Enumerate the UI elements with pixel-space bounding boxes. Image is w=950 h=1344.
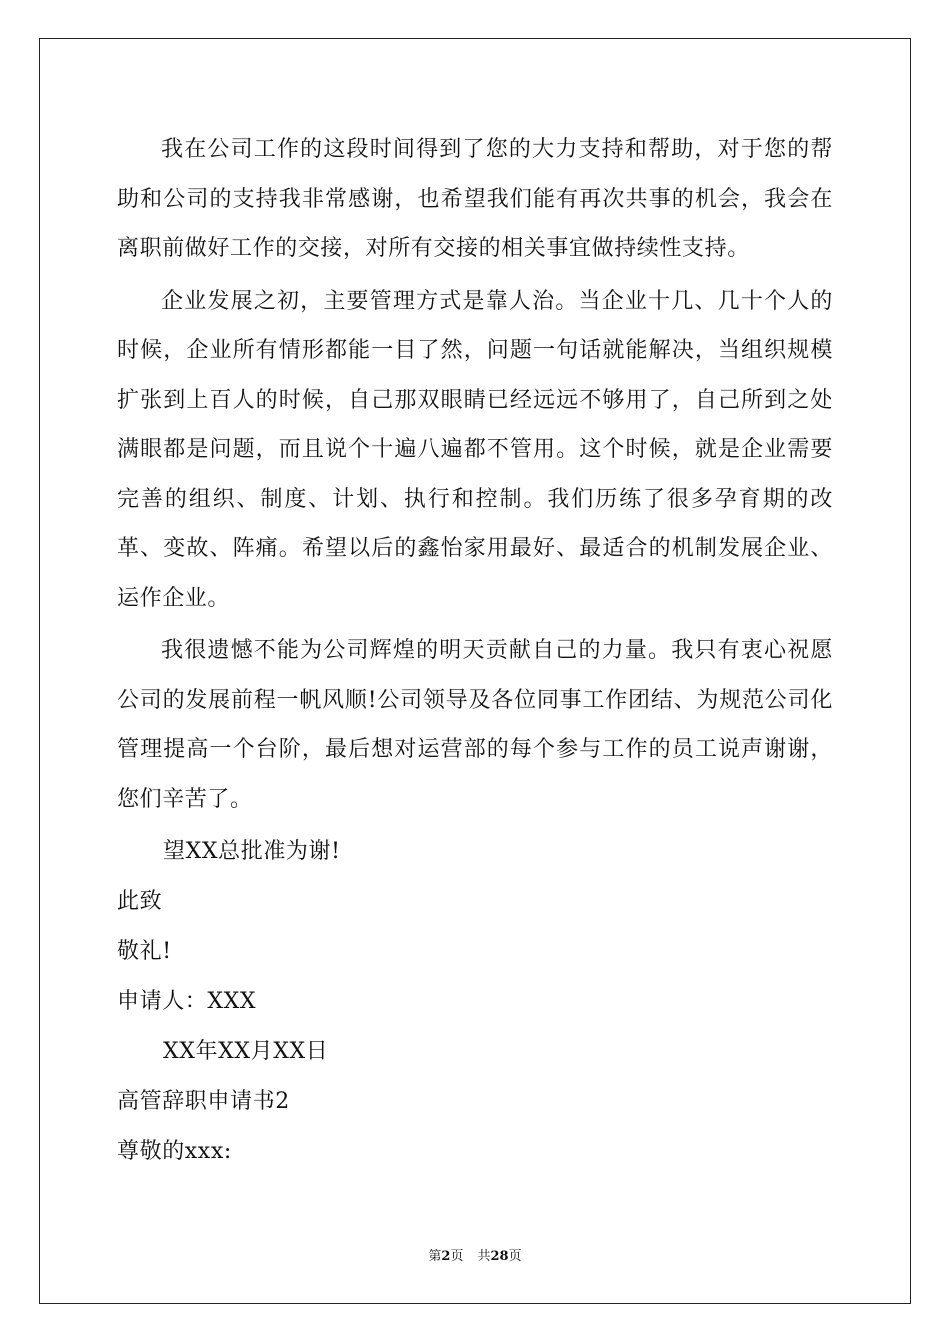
date-line: XX年XX月XX日 — [163, 1039, 329, 1064]
closing-regards: 敬礼! — [117, 939, 172, 964]
closing-salutation: 此致 — [117, 889, 163, 914]
paragraph-development: 企业发展之初，主要管理方式是靠人治。当企业十几、几十个人的时候，企业所有情形都能一目了然，问题一句话就能解决，当组织规模扩张到上百人的时候，自己那双眼睛已经远远不够用了，自己所到之处满眼都是问题，而且说个十遍八遍都不管用。这个时候，就是企业需要完善的组织、制度、计划、执行和控制。我们历练了很多孕育期的改革、变故、阵痛。希望以后的鑫怡家用最好、最适合的机制发展企业、运作企业。 — [117, 288, 833, 611]
page-prefix: 第 — [428, 1249, 442, 1264]
total-suffix: 页 — [508, 1249, 522, 1264]
applicant-line: 申请人：XXX — [117, 989, 257, 1014]
paragraph-regret: 我很遗憾不能为公司辉煌的明天贡献自己的力量。我只有衷心祝愿公司的发展前程一帆风顺!公司领导及各位同事工作团结、为规范公司化管理提高一个台阶，最后想对运营部的每个参与工作的员工说声谢谢，您们辛苦了。 — [117, 638, 833, 812]
paragraph-thanks: 我在公司工作的这段时间得到了您的大力支持和帮助，对于您的帮助和公司的支持我非常感谢，也希望我们能有再次共事的机会，我会在离职前做好工作的交接，对所有交接的相关事宜做持续性支持。 — [117, 137, 833, 261]
page-suffix: 页 — [450, 1249, 464, 1264]
page-current: 2 — [441, 1249, 451, 1264]
next-letter-title: 高管辞职申请书2 — [117, 1089, 290, 1114]
total-prefix: 共 — [477, 1249, 491, 1264]
total-pages: 28 — [490, 1249, 509, 1264]
approval-request: 望XX总批准为谢! — [163, 839, 341, 864]
page-footer — [0, 1248, 950, 1266]
document-body — [117, 125, 833, 1177]
next-letter-salutation: 尊敬的xxx: — [117, 1139, 232, 1164]
